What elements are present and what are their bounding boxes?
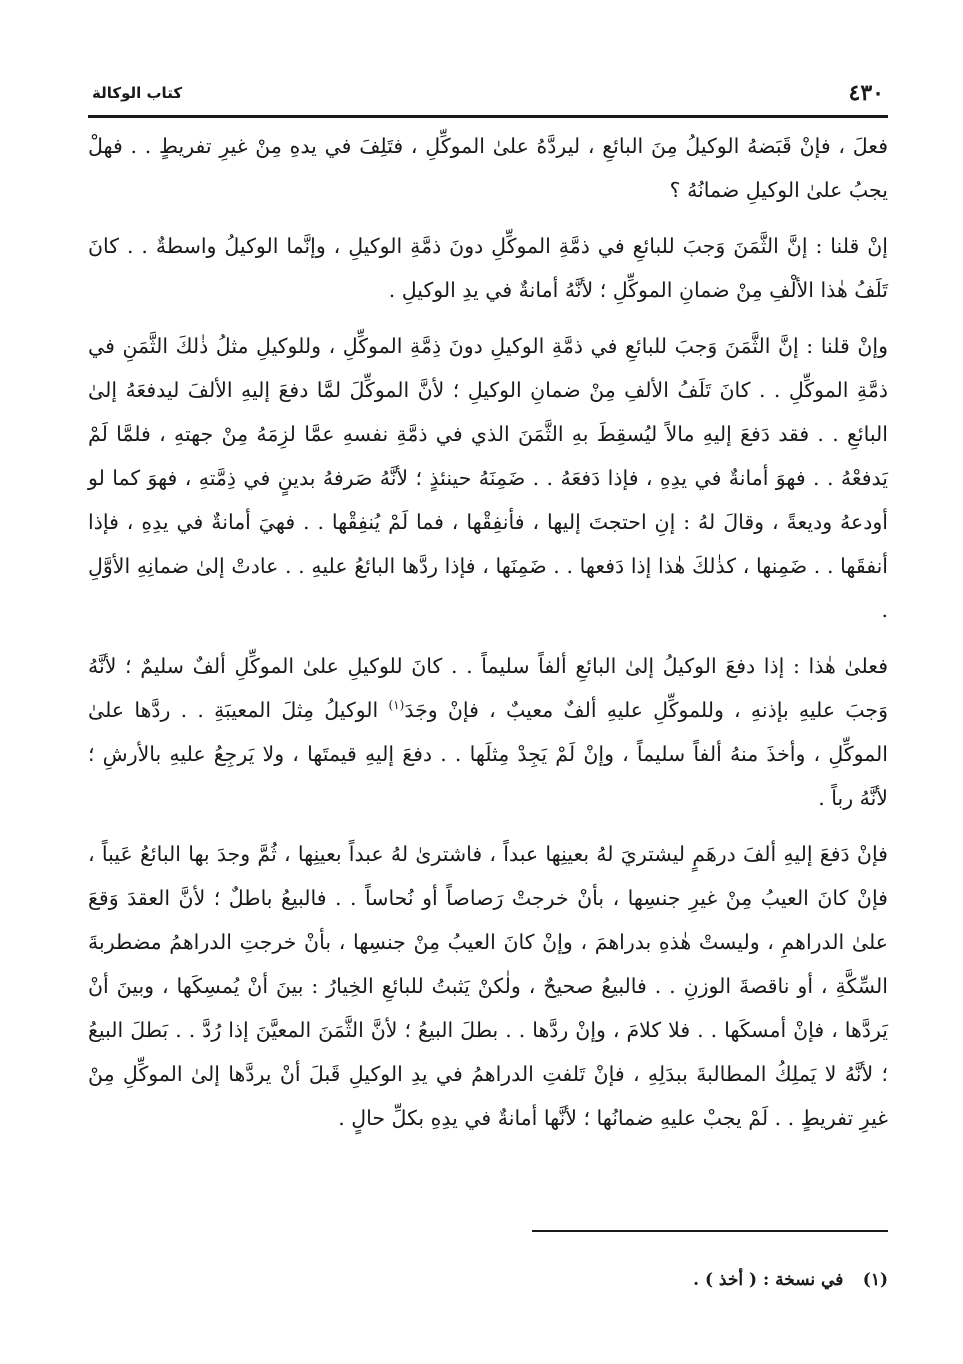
paragraph-4-tail: المعيبَةِ . . ردَّها علىٰ الموكِّلِ ، وأخذَ منهُ ألفاً سليماً ، وإنْ لَمْ يَجِدْ مِثلَها . . دفعَ إليهِ قيمتَها ، ولا يَرجِعُ عليهِ بالأرشِ ؛ لأنَّهُ رباً . xyxy=(88,698,888,810)
paragraph-4 xyxy=(88,644,888,820)
paragraph-4-head: فعلىٰ هٰذا : إذا دفعَ الوكيلُ إلىٰ البائعِ ألفاً سليماً . . كانَ للوكيلِ علىٰ الموكِّلِ ألفٌ سليمٌ ؛ لأنَّهُ وَجبَ عليهِ بإذنهِ ، وللموكِّلِ عليهِ ألفٌ معيبٌ ، فإنْ وجَدَ xyxy=(88,654,888,722)
paragraph-1: فعلَ ، فإنْ قَبَضهُ الوكيلُ مِنَ البائعِ ، ليردَّهُ علىٰ الموكِّلِ ، فتَلِفَ في يدهِ مِنْ غيرِ تفريطٍ . . فهلْ يجبُ علىٰ الوكيلِ ضمانُهُ ؟ xyxy=(88,134,888,202)
main-text xyxy=(88,124,888,1152)
paragraph-5: فإنْ دَفعَ إليهِ ألفَ درهَمٍ ليشتريَ لهُ بعينِها عبداً ، فاشترىٰ لهُ عبداً بعينِها ، ثُمَّ وجدَ بها البائعُ عَيباً ، فإنْ كانَ العيبُ مِنْ غيرِ جنسِها ، بأنْ خرجتْ رَصاصاً أو نُحاساً . . فالبيعُ باطلٌ ؛ لأنَّ العقدَ وَقعَ علىٰ الدراهمِ ، وليستْ هٰذهِ بدراهمَ ، وإنْ كانَ العيبُ مِنْ جنسِها ، بأنْ خرجتِ الدراهمُ مضطربةَ السِّكَّةِ ، أو ناقصةَ الوزنِ . . فالبيعُ صحيحٌ ، ولٰكنْ يَثبتُ للبائعِ الخِيارُ : بينَ أنْ يُمسِكَها ، وبينَ أنْ يَردَّها ، فإنْ أمسكَها . . فلا كلامَ ، وإنْ ردَّها . . بطلَ البيعُ ؛ لأنَّ الثَّمَنَ المعيَّنَ إذا رُدَّ . . بَطلَ البيعُ ؛ لأنَّهُ لا يَملِكُ المطالبةَ ببدَلِهِ ، فإنْ تَلفتِ الدراهمُ في يدِ الوكيلِ قَبلَ أنْ يردَّها إلىٰ الموكِّلِ مِنْ غيرِ تفريطٍ . . لَمْ يجبْ عليهِ ضمانُها ؛ لأنَّها أمانةٌ في يدِهِ بكلِّ حالٍ . xyxy=(88,842,888,1130)
paragraph-4-mid: الوكيلُ مِثلَ xyxy=(281,698,379,722)
running-header xyxy=(88,80,888,110)
footnote xyxy=(693,1270,888,1290)
header-rule xyxy=(88,115,888,118)
paragraph-2: إنْ قلنا : إنَّ الثَّمَنَ وَجبَ للبائعِ في ذمَّةِ الموكِّلِ دونَ ذمَّةِ الوكيلِ ، وإنَّما الوكيلُ واسطةٌ . . كانَ تَلَفُ هٰذا الألْفِ مِنْ ضمانِ الموكِّلِ ؛ لأنَّهُ أمانةٌ في يدِ الوكيلِ . xyxy=(88,234,888,302)
book-title: كتاب الوكالة xyxy=(92,84,183,102)
paragraph-3: وإنْ قلنا : إنَّ الثَّمَنَ وَجبَ للبائعِ في ذمَّةِ الوكيلِ دونَ ذِمَّةِ الموكِّلِ ، وللوكيلِ مثلُ ذٰلكَ الثَّمَنِ في ذمَّةِ الموكِّلِ . . كانَ تَلَفُ الألفِ مِنْ ضمانِ الوكيلِ ؛ لأنَّ الموكِّلَ لمَّا دفعَ إليهِ الألفَ ليدفعَهُ إلىٰ البائعِ . . فقد دَفعَ إليهِ مالاً ليُسقِطَ بهِ الثَّمَنَ الذي في ذمَّةِ نفسهِ عمَّا لزِمَهُ مِنْ جهتهِ ، فلمَّا لَمْ يَدفعْهُ . . فهوَ أمانةٌ في يدِهِ ، فإذا دَفعَهُ . . ضَمِنَهُ حينئذٍ ؛ لأنَّهُ صَرفهُ بدينٍ في ذِمَّتهِ ، فهوَ كما لو أودعهُ وديعةً ، وقالَ لهُ : إنِ احتجتَ إليها ، فأنفِقْها ، فما لَمْ يُنفِقْها . . فهيَ أمانةٌ في يدِهِ ، فإذا أنفقَها . . ضَمِنها ، كذٰلكَ هٰذا إذا دَفعها . . ضَمِنَها ، فإذا ردَّها البائعُ عليهِ . . عادتْ إلىٰ ضمانِهِ الأوَّلِ . xyxy=(88,334,888,622)
footnote-rule xyxy=(532,1230,888,1232)
book-page xyxy=(88,70,888,1330)
footnote-text: في نسخة : ( أخذ ) . xyxy=(693,1270,844,1290)
page-number: ٤٣٠ xyxy=(848,80,884,106)
footnote-reference[interactable]: (١) xyxy=(388,698,405,713)
footnote-number: (١) xyxy=(862,1270,888,1290)
